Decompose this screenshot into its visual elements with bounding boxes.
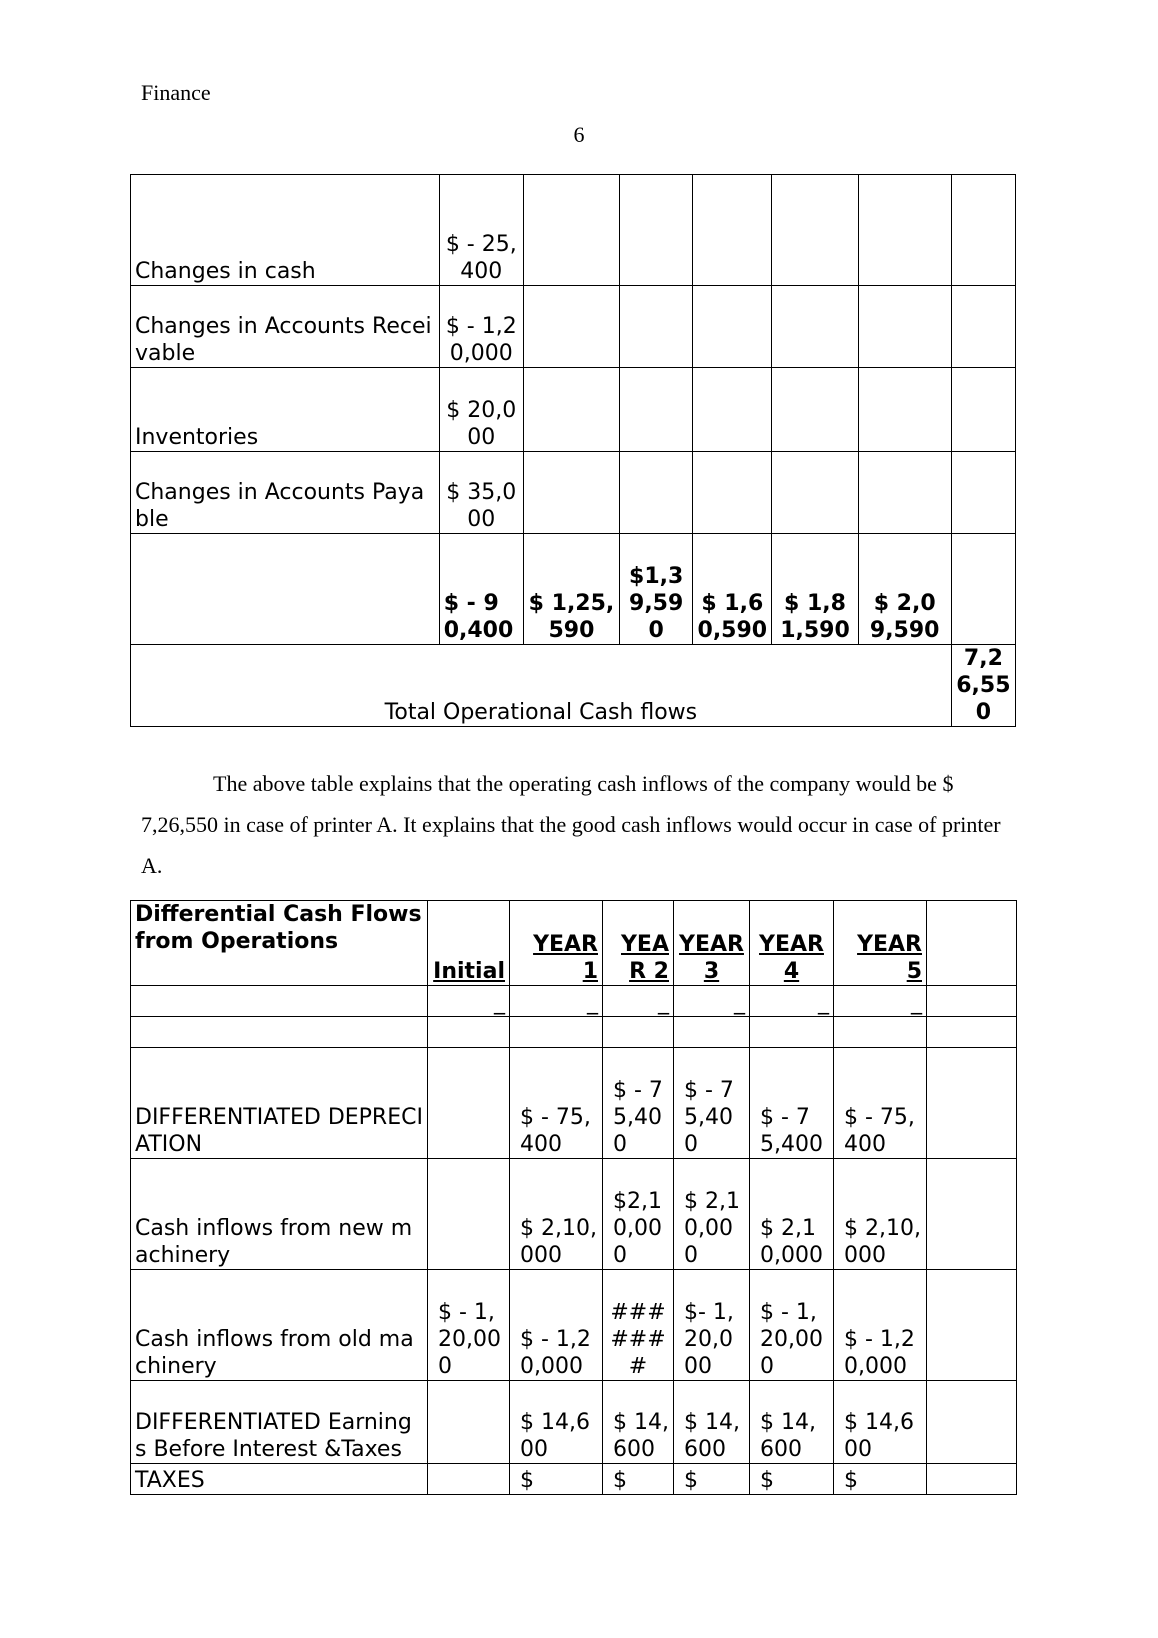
table-row bbox=[131, 286, 1016, 368]
table-cell: $ 14,600 bbox=[674, 1381, 750, 1464]
row-label: Changes in cash bbox=[131, 175, 440, 286]
column-header: YEAR 3 bbox=[674, 901, 750, 986]
table-cell bbox=[927, 1270, 1017, 1381]
table-cell bbox=[834, 1017, 927, 1048]
table-cell: $ 2,09,590 bbox=[858, 534, 951, 645]
row-label: DIFFERENTIATED Earnings Before Interest &Taxes bbox=[131, 1381, 428, 1464]
table-cell bbox=[858, 175, 951, 286]
row-label: TAXES bbox=[131, 1464, 428, 1495]
table-row bbox=[131, 368, 1016, 452]
table-cell: $ bbox=[674, 1464, 750, 1495]
table-cell bbox=[772, 452, 858, 534]
table-row bbox=[131, 1464, 1017, 1495]
table-cell: $ - 75,400 bbox=[510, 1048, 603, 1159]
totals-row bbox=[131, 534, 1016, 645]
header-row bbox=[131, 901, 1017, 986]
table-cell bbox=[951, 368, 1015, 452]
table-cell bbox=[858, 368, 951, 452]
table-row bbox=[131, 1381, 1017, 1464]
table-cell bbox=[772, 286, 858, 368]
row-label: Cash inflows from old machinery bbox=[131, 1270, 428, 1381]
total-value: 7,26,550 bbox=[951, 645, 1015, 727]
table-cell bbox=[428, 1048, 510, 1159]
table-row bbox=[131, 175, 1016, 286]
table-cell bbox=[510, 1017, 603, 1048]
table-cell bbox=[131, 986, 428, 1017]
table-cell bbox=[693, 286, 772, 368]
table-cell: $ - 90,400 bbox=[439, 534, 523, 645]
table-cell bbox=[927, 986, 1017, 1017]
table-cell: $ bbox=[510, 1464, 603, 1495]
table-cell bbox=[523, 286, 619, 368]
row-label: Inventories bbox=[131, 368, 440, 452]
table-cell: $ 14,600 bbox=[834, 1381, 927, 1464]
dash-cell: _ bbox=[834, 986, 927, 1017]
table-cell bbox=[750, 1017, 834, 1048]
table-cell bbox=[693, 452, 772, 534]
table-cell: $ - 1,20,000 bbox=[834, 1270, 927, 1381]
running-head: Finance bbox=[141, 80, 211, 105]
table-cell bbox=[927, 1017, 1017, 1048]
table-cell bbox=[620, 175, 693, 286]
table-cell: $ bbox=[603, 1464, 674, 1495]
table-cell: $ - 1,20,000 bbox=[510, 1270, 603, 1381]
table-cell: $ - 75,400 bbox=[750, 1048, 834, 1159]
table-cell bbox=[693, 368, 772, 452]
table-cell: $ - 1,20,000 bbox=[428, 1270, 510, 1381]
table-cell: $ 2,10,000 bbox=[674, 1159, 750, 1270]
column-header: YEAR 1 bbox=[510, 901, 603, 986]
table-title: Differential Cash Flows from Operations bbox=[131, 901, 428, 986]
table-cell bbox=[428, 1159, 510, 1270]
table-cell: $ 2,10,000 bbox=[750, 1159, 834, 1270]
table-cell: ####### bbox=[603, 1270, 674, 1381]
table-cell: $ 14,600 bbox=[603, 1381, 674, 1464]
table-cell bbox=[858, 452, 951, 534]
table-cell: $ 14,600 bbox=[510, 1381, 603, 1464]
dash-cell: _ bbox=[428, 986, 510, 1017]
dash-cell: _ bbox=[603, 986, 674, 1017]
row-label: Cash inflows from new machinery bbox=[131, 1159, 428, 1270]
table-cell bbox=[620, 452, 693, 534]
total-label: Total Operational Cash flows bbox=[131, 645, 952, 727]
body-paragraph bbox=[141, 763, 1021, 886]
table-cell: $ 20,000 bbox=[439, 368, 523, 452]
table-cell bbox=[858, 286, 951, 368]
table-cell: $1,39,590 bbox=[620, 534, 693, 645]
table-row bbox=[131, 1017, 1017, 1048]
table-cell: $ - 75,400 bbox=[674, 1048, 750, 1159]
dash-cell: _ bbox=[750, 986, 834, 1017]
table-cell bbox=[523, 452, 619, 534]
table-cell bbox=[620, 368, 693, 452]
row-label: DIFFERENTIATED DEPRECIATION bbox=[131, 1048, 428, 1159]
row-label: Changes in Accounts Receivable bbox=[131, 286, 440, 368]
table-cell bbox=[428, 1017, 510, 1048]
table-cell bbox=[428, 1381, 510, 1464]
table-cell bbox=[951, 452, 1015, 534]
table-row bbox=[131, 1270, 1017, 1381]
column-header: YEAR 4 bbox=[750, 901, 834, 986]
table-cell bbox=[428, 1464, 510, 1495]
table-cell: $ - 1,20,000 bbox=[750, 1270, 834, 1381]
dash-cell: _ bbox=[674, 986, 750, 1017]
table-cell bbox=[927, 1048, 1017, 1159]
table-cell: $- 1,20,000 bbox=[674, 1270, 750, 1381]
table-cell bbox=[523, 175, 619, 286]
table-cell bbox=[674, 1017, 750, 1048]
table-cell bbox=[693, 175, 772, 286]
table-cell bbox=[772, 368, 858, 452]
table-row bbox=[131, 452, 1016, 534]
column-header: YEAR 2 bbox=[603, 901, 674, 986]
table-cell: $ 35,000 bbox=[439, 452, 523, 534]
row-label: Changes in Accounts Payable bbox=[131, 452, 440, 534]
table-cell bbox=[951, 175, 1015, 286]
table-cell: $ 1,60,590 bbox=[693, 534, 772, 645]
table-cell bbox=[927, 901, 1017, 986]
table-row bbox=[131, 1159, 1017, 1270]
table-cell bbox=[131, 1017, 428, 1048]
table-row bbox=[131, 986, 1017, 1017]
table-cell: $ 14,600 bbox=[750, 1381, 834, 1464]
paragraph-text: The above table explains that the operating cash inflows of the company would be $ 7,26,550 in case of printer A. It explains that the good cash inflows would occur in case of printer A. bbox=[141, 771, 1001, 878]
table-cell bbox=[927, 1464, 1017, 1495]
differential-cash-flows-table bbox=[130, 900, 1017, 1495]
table-cell bbox=[523, 368, 619, 452]
table-cell bbox=[951, 534, 1015, 645]
table-cell bbox=[603, 1017, 674, 1048]
table-cell: $ bbox=[834, 1464, 927, 1495]
table-cell bbox=[951, 286, 1015, 368]
total-row bbox=[131, 645, 1016, 727]
table-cell: $ - 75,400 bbox=[603, 1048, 674, 1159]
table-cell bbox=[772, 175, 858, 286]
table-cell: $ bbox=[750, 1464, 834, 1495]
table-cell bbox=[927, 1381, 1017, 1464]
table-cell bbox=[927, 1159, 1017, 1270]
table-cell: $2,10,000 bbox=[603, 1159, 674, 1270]
table-cell bbox=[620, 286, 693, 368]
column-header: Initial bbox=[428, 901, 510, 986]
table-cell: $ 1,25,590 bbox=[523, 534, 619, 645]
table-cell: $ - 1,20,000 bbox=[439, 286, 523, 368]
table-row bbox=[131, 1048, 1017, 1159]
column-header: YEAR 5 bbox=[834, 901, 927, 986]
table-cell: $ 1,81,590 bbox=[772, 534, 858, 645]
dash-cell: _ bbox=[510, 986, 603, 1017]
table-cell: $ 2,10,000 bbox=[510, 1159, 603, 1270]
table-cell bbox=[131, 534, 440, 645]
page-number: 6 bbox=[573, 122, 585, 147]
table-cell: $ - 25,400 bbox=[439, 175, 523, 286]
table-cell: $ 2,10,000 bbox=[834, 1159, 927, 1270]
operating-cash-flows-table bbox=[130, 174, 1016, 727]
table-cell: $ - 75,400 bbox=[834, 1048, 927, 1159]
